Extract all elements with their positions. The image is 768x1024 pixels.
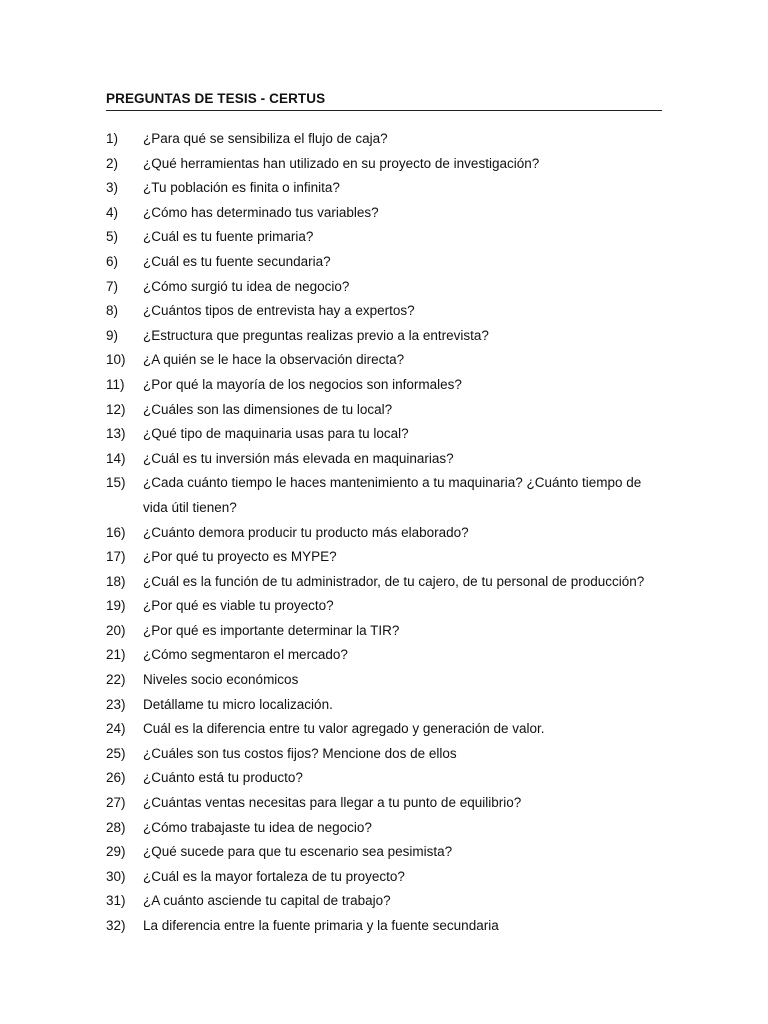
question-text: ¿A quién se le hace la observación directa? <box>143 352 405 368</box>
question-number: 21) <box>106 647 126 663</box>
question-number: 19) <box>106 598 126 614</box>
question-number: 2) <box>106 155 119 171</box>
question-text: ¿Cómo segmentaron el mercado? <box>143 647 348 663</box>
question-number: 9) <box>106 327 119 343</box>
question-item <box>106 693 666 718</box>
question-number: 30) <box>106 868 126 884</box>
question-item <box>106 324 666 349</box>
question-item <box>106 742 666 767</box>
question-item <box>106 643 666 668</box>
question-item <box>106 373 666 398</box>
question-text: ¿Qué sucede para que tu escenario sea pesimista? <box>143 844 453 860</box>
question-number: 7) <box>106 278 119 294</box>
question-item <box>106 471 666 520</box>
question-text: ¿Cuántas ventas necesitas para llegar a tu punto de equilibrio? <box>143 795 522 811</box>
question-item <box>106 717 666 742</box>
question-text: ¿Por qué es viable tu proyecto? <box>143 598 334 614</box>
question-text: Detállame tu micro localización. <box>143 696 333 712</box>
question-number: 17) <box>106 549 126 565</box>
question-text: ¿Para qué se sensibiliza el flujo de caja? <box>143 131 388 146</box>
question-text: Cuál es la diferencia entre tu valor agregado y generación de valor. <box>143 721 545 737</box>
question-item <box>106 668 666 693</box>
question-list <box>106 127 666 939</box>
question-item <box>106 545 666 570</box>
question-text: ¿Tu población es finita o infinita? <box>143 180 340 196</box>
question-text: ¿Cada cuánto tiempo le haces mantenimiento a tu maquinaria? ¿Cuánto tiempo de vida útil tienen? <box>143 475 642 515</box>
question-text: ¿Cómo has determinado tus variables? <box>143 204 379 220</box>
question-number: 23) <box>106 696 126 712</box>
question-item <box>106 201 666 226</box>
question-item <box>106 570 666 595</box>
question-number: 11) <box>106 376 125 392</box>
question-text: ¿Por qué es importante determinar la TIR? <box>143 622 400 638</box>
question-text: ¿A cuánto asciende tu capital de trabajo? <box>143 893 391 909</box>
question-number: 22) <box>106 672 126 688</box>
question-number: 28) <box>106 819 126 835</box>
question-item <box>106 348 666 373</box>
question-text: Niveles socio económicos <box>143 672 299 688</box>
question-item <box>106 816 666 841</box>
question-item <box>106 619 666 644</box>
question-item <box>106 398 666 423</box>
question-text: ¿Cuánto está tu producto? <box>143 770 303 786</box>
question-text: ¿Cómo trabajaste tu idea de negocio? <box>143 819 372 835</box>
question-number: 6) <box>106 253 119 269</box>
question-text: ¿Cuántos tipos de entrevista hay a expertos? <box>143 303 415 319</box>
question-number: 4) <box>106 204 119 220</box>
question-item <box>106 250 666 275</box>
question-number: 5) <box>106 229 119 245</box>
question-text: ¿Cuál es tu fuente secundaria? <box>143 253 331 269</box>
question-item <box>106 299 666 324</box>
question-number: 24) <box>106 721 126 737</box>
question-text: ¿Cuál es la función de tu administrador, de tu cajero, de tu personal de producción? <box>143 573 645 589</box>
question-number: 32) <box>106 918 126 933</box>
question-text: ¿Qué tipo de maquinaria usas para tu local? <box>143 426 409 442</box>
question-item <box>106 447 666 472</box>
title-block <box>106 91 662 111</box>
question-text: ¿Cuánto demora producir tu producto más elaborado? <box>143 524 469 540</box>
question-item <box>106 840 666 865</box>
question-number: 8) <box>106 303 119 319</box>
question-number: 15) <box>106 475 126 491</box>
question-item <box>106 152 666 177</box>
question-text: ¿Cuáles son tus costos fijos? Mencione dos de ellos <box>143 745 457 761</box>
question-item <box>106 127 666 152</box>
question-item <box>106 791 666 816</box>
question-item <box>106 594 666 619</box>
question-text: ¿Cuál es tu fuente primaria? <box>143 229 314 245</box>
question-item <box>106 275 666 300</box>
question-number: 16) <box>106 524 126 540</box>
question-number: 12) <box>106 401 126 417</box>
question-text: ¿Cuáles son las dimensiones de tu local? <box>143 401 393 417</box>
question-item <box>106 521 666 546</box>
question-number: 20) <box>106 622 126 638</box>
question-number: 18) <box>106 573 126 589</box>
question-item <box>106 889 666 914</box>
question-number: 31) <box>106 893 126 909</box>
question-number: 27) <box>106 795 126 811</box>
question-text: ¿Estructura que preguntas realizas previo a la entrevista? <box>143 327 489 343</box>
question-item <box>106 422 666 447</box>
question-text: La diferencia entre la fuente primaria y la fuente secundaria <box>143 918 499 933</box>
question-text: ¿Por qué la mayoría de los negocios son informales? <box>143 376 462 392</box>
question-text: ¿Cuál es tu inversión más elevada en maquinarias? <box>143 450 454 466</box>
question-text: ¿Cuál es la mayor fortaleza de tu proyecto? <box>143 868 405 884</box>
question-item <box>106 766 666 791</box>
question-item <box>106 865 666 890</box>
question-number: 3) <box>106 180 119 196</box>
question-number: 14) <box>106 450 126 466</box>
question-number: 1) <box>106 131 119 146</box>
question-number: 13) <box>106 426 126 442</box>
question-text: ¿Por qué tu proyecto es MYPE? <box>143 549 337 565</box>
question-item <box>106 914 666 939</box>
page-title: PREGUNTAS DE TESIS - CERTUS <box>106 91 326 106</box>
question-number: 29) <box>106 844 126 860</box>
question-text: ¿Qué herramientas han utilizado en su proyecto de investigación? <box>143 155 540 171</box>
question-text: ¿Cómo surgió tu idea de negocio? <box>143 278 350 294</box>
question-number: 25) <box>106 745 126 761</box>
question-number: 10) <box>106 352 126 368</box>
question-number: 26) <box>106 770 126 786</box>
question-item <box>106 176 666 201</box>
question-item <box>106 225 666 250</box>
